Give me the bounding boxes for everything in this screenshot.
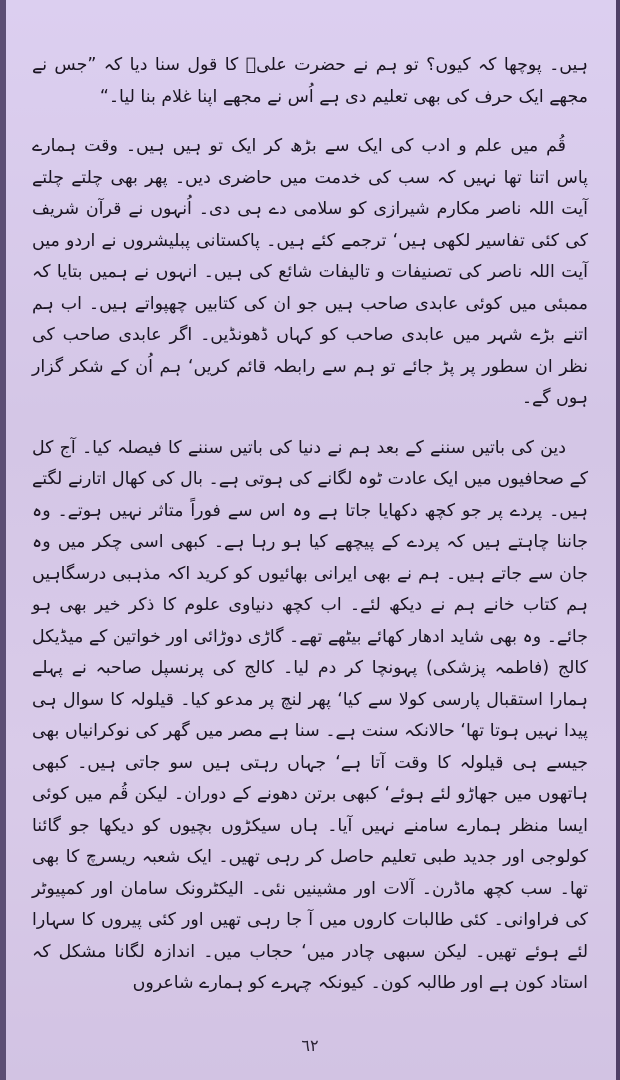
paragraph-3: دین کی باتیں سننے کے بعد ہم نے دنیا کی باتیں سننے کا فیصلہ کیا۔ آج کل کے صحافیوں میں ایک عادت ٹوہ لگانے کی ہوتی ہے۔ بال کی کھال اتارنے لگتے ہیں۔ پردے پر جو کچھ دکھایا جاتا ہے وہ اس سے فوراً متاثر نہیں ہوتے۔ وہ جاننا چاہتے ہیں کہ پردے کے پیچھے کیا ہو رہا ہے۔ کبھی اسی چکر میں وہ جان سے جاتے ہیں۔ ہم نے بھی ایرانی بھائیوں کو کرید اکہ مذہبی درسگاہیں ہم کتاب خانے ہم نے دیکھ لئے۔ اب کچھ دنیاوی علوم کا ذکر خیر بھی ہو جائے۔ وہ بھی شاید ادھار کھائے بیٹھے تھے۔ گاڑی دوڑائی اور خواتین کے میڈیکل کالج (فاطمہ پزشکی) پہونچا کر دم لیا۔ کالج کی پرنسپل صاحبہ نے پہلے ہمارا استقبال پارسی کولا سے کیا‘ پھر لنچ پر مدعو کیا۔ قیلولہ کا سوال ہی پیدا نہیں ہوتا تھا‘ حالانکہ سنت ہے۔ سنا ہے مصر میں گھر کی نوکرانیاں بھی جیسے ہی قیلولہ کا وقت آتا ہے‘ جہاں رہتی ہیں سو جاتی ہیں۔ کبھی ہاتھوں میں جھاڑو لئے ہوئے‘ کبھی برتن دھونے کے دوران۔ لیکن قُم میں کوئی ایسا منظر ہمارے سامنے نہیں آیا۔ ہاں سیکڑوں بچیوں کو دیکھا جو گائنا کولوجی اور جدید طبی تعلیم حاصل کر رہی تھیں۔ ایک شعبہ ریسرچ کا بھی تھا۔ سب کچھ ماڈرن۔ آلات اور مشینیں نئی۔ الیکٹرونک سامان اور کمپیوٹر کی فراوانی۔ کئی طالبات کاروں میں آ جا رہی تھیں اور کئی پیروں کا سہارا لئے ہوئے تھیں۔ لیکن سبھی چادر میں‘ حجاب میں۔ اندازہ لگانا مشکل کہ استاد کون ہے اور طالبہ کون۔ کیونکہ چہرے کو ہمارے شاعروں	[32, 437, 588, 993]
paragraph-2: قُم میں علم و ادب کی ایک سے بڑھ کر ایک تو ہیں ہیں۔ وقت ہمارے پاس اتنا تھا نہیں کہ سب کی خدمت میں حاضری دیں۔ پھر بھی چلتے چلتے آیت اللہ ناصر مکارم شیرازی کو سلامی دے ہی دی۔ اُنہوں نے قرآن شریف کی کئی تفاسیر لکھی ہیں‘ ترجمے کئے ہیں۔ پاکستانی پبلیشروں نے اردو میں آیت اللہ ناصر کی تصنیفات و تالیفات شائع کی ہیں۔ انہوں نے ہمیں بتایا کہ ممبئی میں کوئی عابدی صاحب ہیں جو ان کی کتابیں چھپواتے ہیں۔ اب ہم اتنے بڑے شہر میں عابدی صاحب کو کہاں ڈھونڈیں۔ اگر عابدی صاحب کی نظر ان سطور پر پڑ جائے تو ہم سے رابطہ قائم کریں‘ ہم اُن کے شکر گزار ہوں گے۔	[32, 136, 588, 408]
page-number: ٦٢	[301, 1036, 319, 1055]
paragraph-1: ہیں۔ پوچھا کہ کیوں؟ تو ہم نے حضرت علیؓ کا قول سنا دیا کہ ”جس نے مجھے ایک حرف کی بھی تعلیم دی ہے اُس نے مجھے اپنا غلام بنا لیا۔“	[32, 55, 588, 107]
body-text	[32, 50, 588, 1000]
